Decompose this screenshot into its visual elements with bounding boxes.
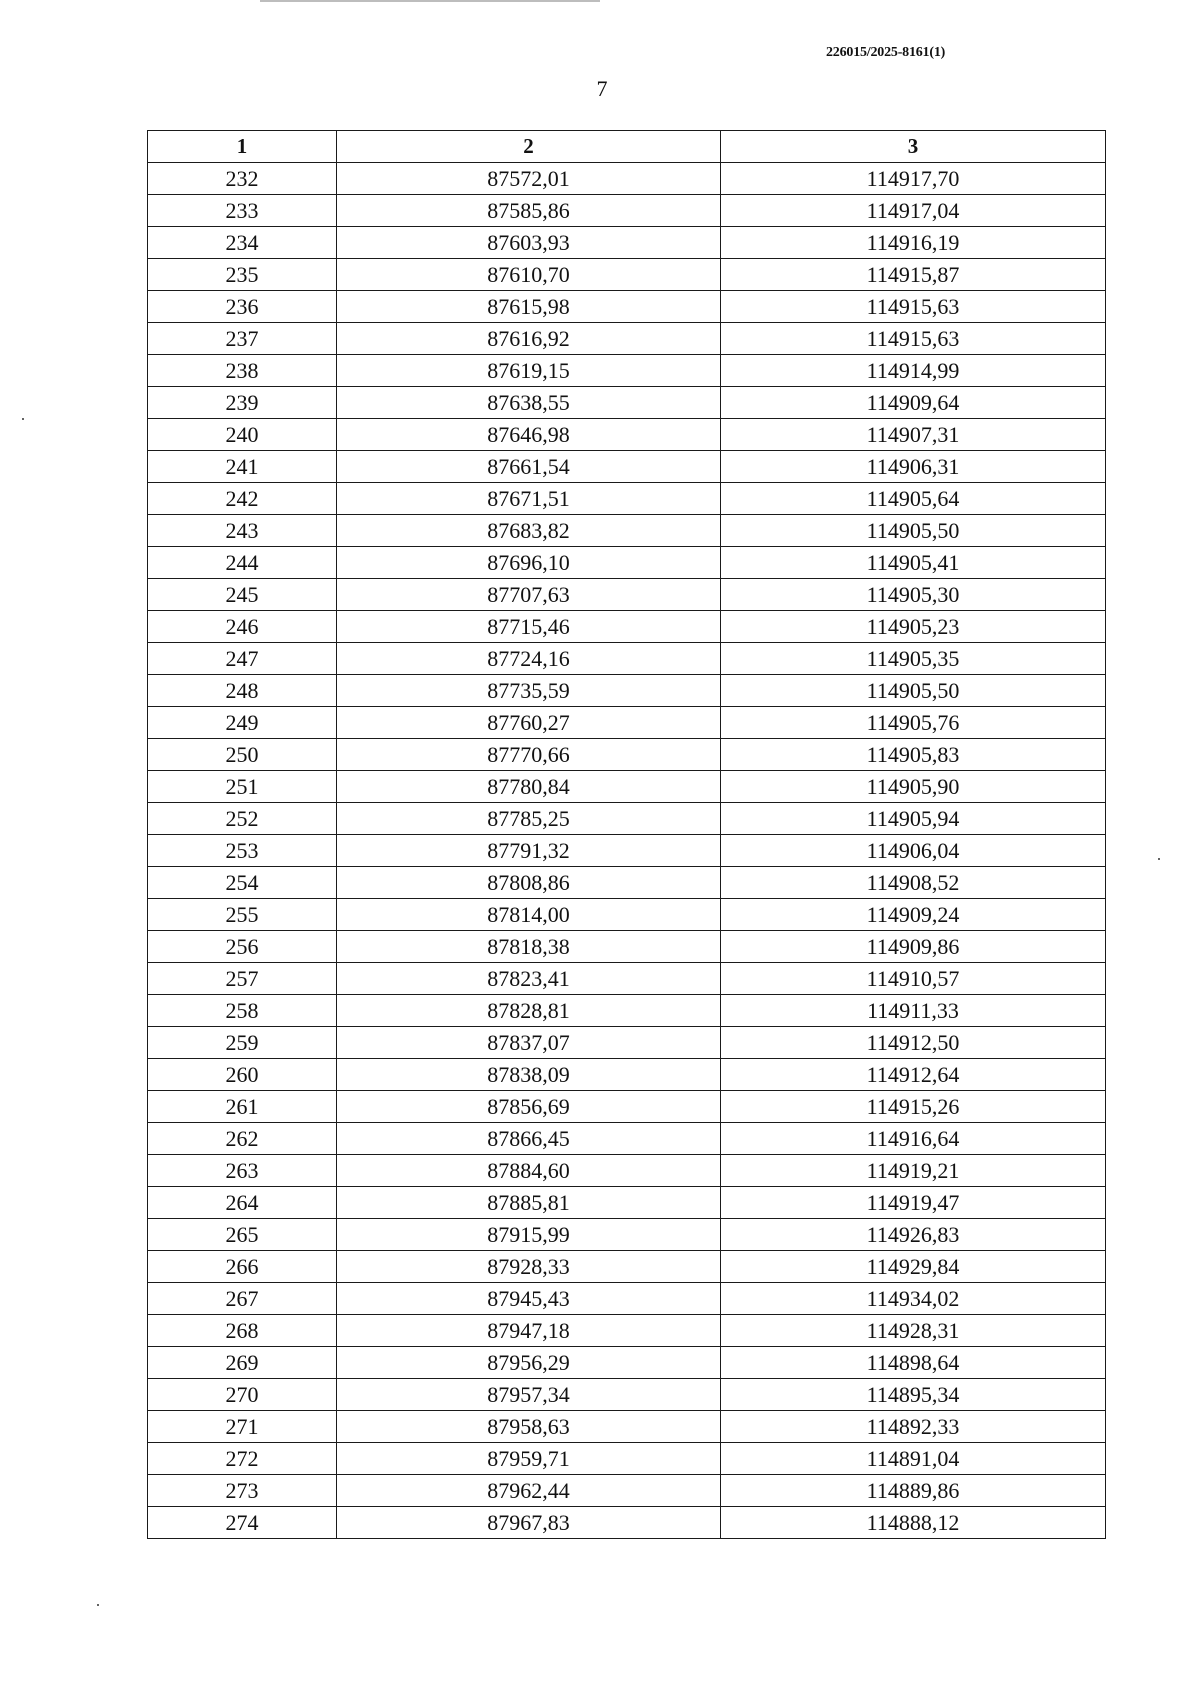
y-coordinate-cell: 114928,31 bbox=[721, 1315, 1106, 1347]
x-coordinate-cell: 87958,63 bbox=[337, 1411, 721, 1443]
point-number-cell: 243 bbox=[148, 515, 337, 547]
table-row bbox=[148, 1443, 1106, 1475]
x-coordinate-cell: 87928,33 bbox=[337, 1251, 721, 1283]
table-row bbox=[148, 675, 1106, 707]
x-coordinate-cell: 87885,81 bbox=[337, 1187, 721, 1219]
table-row bbox=[148, 387, 1106, 419]
table-row bbox=[148, 163, 1106, 195]
x-coordinate-cell: 87808,86 bbox=[337, 867, 721, 899]
table-row bbox=[148, 1475, 1106, 1507]
point-number-cell: 241 bbox=[148, 451, 337, 483]
y-coordinate-cell: 114912,64 bbox=[721, 1059, 1106, 1091]
point-number-cell: 237 bbox=[148, 323, 337, 355]
y-coordinate-cell: 114914,99 bbox=[721, 355, 1106, 387]
y-coordinate-cell: 114915,63 bbox=[721, 291, 1106, 323]
point-number-cell: 271 bbox=[148, 1411, 337, 1443]
point-number-cell: 250 bbox=[148, 739, 337, 771]
point-number-cell: 268 bbox=[148, 1315, 337, 1347]
table-row bbox=[148, 1027, 1106, 1059]
x-coordinate-cell: 87967,83 bbox=[337, 1507, 721, 1539]
x-coordinate-cell: 87823,41 bbox=[337, 963, 721, 995]
y-coordinate-cell: 114910,57 bbox=[721, 963, 1106, 995]
x-coordinate-cell: 87770,66 bbox=[337, 739, 721, 771]
table-row bbox=[148, 227, 1106, 259]
table-row bbox=[148, 515, 1106, 547]
x-coordinate-cell: 87828,81 bbox=[337, 995, 721, 1027]
point-number-cell: 238 bbox=[148, 355, 337, 387]
y-coordinate-cell: 114915,26 bbox=[721, 1091, 1106, 1123]
table-row bbox=[148, 1219, 1106, 1251]
x-coordinate-cell: 87735,59 bbox=[337, 675, 721, 707]
x-coordinate-cell: 87603,93 bbox=[337, 227, 721, 259]
point-number-cell: 259 bbox=[148, 1027, 337, 1059]
point-number-cell: 269 bbox=[148, 1347, 337, 1379]
x-coordinate-cell: 87957,34 bbox=[337, 1379, 721, 1411]
point-number-cell: 273 bbox=[148, 1475, 337, 1507]
y-coordinate-cell: 114905,90 bbox=[721, 771, 1106, 803]
x-coordinate-cell: 87616,92 bbox=[337, 323, 721, 355]
point-number-cell: 265 bbox=[148, 1219, 337, 1251]
table-row bbox=[148, 291, 1106, 323]
y-coordinate-cell: 114917,70 bbox=[721, 163, 1106, 195]
x-coordinate-cell: 87715,46 bbox=[337, 611, 721, 643]
table-row bbox=[148, 643, 1106, 675]
x-coordinate-cell: 87947,18 bbox=[337, 1315, 721, 1347]
point-number-cell: 249 bbox=[148, 707, 337, 739]
y-coordinate-cell: 114905,94 bbox=[721, 803, 1106, 835]
table-body bbox=[148, 163, 1106, 1539]
table-header bbox=[148, 131, 1106, 163]
document-reference: 226015/2025-8161(1) bbox=[826, 45, 946, 60]
y-coordinate-cell: 114915,87 bbox=[721, 259, 1106, 291]
point-number-cell: 233 bbox=[148, 195, 337, 227]
column-header-1: 1 bbox=[148, 131, 337, 163]
y-coordinate-cell: 114905,50 bbox=[721, 515, 1106, 547]
y-coordinate-cell: 114905,64 bbox=[721, 483, 1106, 515]
point-number-cell: 240 bbox=[148, 419, 337, 451]
y-coordinate-cell: 114908,52 bbox=[721, 867, 1106, 899]
point-number-cell: 256 bbox=[148, 931, 337, 963]
point-number-cell: 262 bbox=[148, 1123, 337, 1155]
point-number-cell: 246 bbox=[148, 611, 337, 643]
x-coordinate-cell: 87661,54 bbox=[337, 451, 721, 483]
point-number-cell: 257 bbox=[148, 963, 337, 995]
table-row bbox=[148, 611, 1106, 643]
y-coordinate-cell: 114919,21 bbox=[721, 1155, 1106, 1187]
point-number-cell: 264 bbox=[148, 1187, 337, 1219]
x-coordinate-cell: 87962,44 bbox=[337, 1475, 721, 1507]
scan-top-artifact bbox=[260, 0, 600, 2]
table-row bbox=[148, 1411, 1106, 1443]
y-coordinate-cell: 114934,02 bbox=[721, 1283, 1106, 1315]
y-coordinate-cell: 114895,34 bbox=[721, 1379, 1106, 1411]
column-header-3: 3 bbox=[721, 131, 1106, 163]
scan-speck bbox=[97, 1604, 99, 1606]
y-coordinate-cell: 114919,47 bbox=[721, 1187, 1106, 1219]
point-number-cell: 251 bbox=[148, 771, 337, 803]
y-coordinate-cell: 114916,64 bbox=[721, 1123, 1106, 1155]
x-coordinate-cell: 87785,25 bbox=[337, 803, 721, 835]
y-coordinate-cell: 114911,33 bbox=[721, 995, 1106, 1027]
table-row bbox=[148, 259, 1106, 291]
table-row bbox=[148, 1091, 1106, 1123]
x-coordinate-cell: 87760,27 bbox=[337, 707, 721, 739]
y-coordinate-cell: 114916,19 bbox=[721, 227, 1106, 259]
table-row bbox=[148, 1379, 1106, 1411]
table-row bbox=[148, 1251, 1106, 1283]
table-row bbox=[148, 323, 1106, 355]
x-coordinate-cell: 87585,86 bbox=[337, 195, 721, 227]
table-row bbox=[148, 579, 1106, 611]
point-number-cell: 272 bbox=[148, 1443, 337, 1475]
table-row bbox=[148, 835, 1106, 867]
x-coordinate-cell: 87724,16 bbox=[337, 643, 721, 675]
point-number-cell: 244 bbox=[148, 547, 337, 579]
table-row bbox=[148, 419, 1106, 451]
x-coordinate-cell: 87671,51 bbox=[337, 483, 721, 515]
y-coordinate-cell: 114905,76 bbox=[721, 707, 1106, 739]
table-row bbox=[148, 355, 1106, 387]
y-coordinate-cell: 114906,04 bbox=[721, 835, 1106, 867]
y-coordinate-cell: 114906,31 bbox=[721, 451, 1106, 483]
point-number-cell: 255 bbox=[148, 899, 337, 931]
point-number-cell: 267 bbox=[148, 1283, 337, 1315]
point-number-cell: 253 bbox=[148, 835, 337, 867]
point-number-cell: 260 bbox=[148, 1059, 337, 1091]
y-coordinate-cell: 114905,23 bbox=[721, 611, 1106, 643]
y-coordinate-cell: 114909,64 bbox=[721, 387, 1106, 419]
x-coordinate-cell: 87838,09 bbox=[337, 1059, 721, 1091]
point-number-cell: 239 bbox=[148, 387, 337, 419]
y-coordinate-cell: 114915,63 bbox=[721, 323, 1106, 355]
x-coordinate-cell: 87818,38 bbox=[337, 931, 721, 963]
y-coordinate-cell: 114909,24 bbox=[721, 899, 1106, 931]
scan-speck bbox=[1158, 858, 1160, 860]
table-row bbox=[148, 963, 1106, 995]
y-coordinate-cell: 114888,12 bbox=[721, 1507, 1106, 1539]
table-row bbox=[148, 1347, 1106, 1379]
y-coordinate-cell: 114907,31 bbox=[721, 419, 1106, 451]
y-coordinate-cell: 114905,41 bbox=[721, 547, 1106, 579]
x-coordinate-cell: 87791,32 bbox=[337, 835, 721, 867]
x-coordinate-cell: 87956,29 bbox=[337, 1347, 721, 1379]
table-row bbox=[148, 1155, 1106, 1187]
y-coordinate-cell: 114889,86 bbox=[721, 1475, 1106, 1507]
y-coordinate-cell: 114905,35 bbox=[721, 643, 1106, 675]
point-number-cell: 252 bbox=[148, 803, 337, 835]
x-coordinate-cell: 87837,07 bbox=[337, 1027, 721, 1059]
table-row bbox=[148, 899, 1106, 931]
table-row bbox=[148, 1187, 1106, 1219]
x-coordinate-cell: 87814,00 bbox=[337, 899, 721, 931]
point-number-cell: 236 bbox=[148, 291, 337, 323]
point-number-cell: 242 bbox=[148, 483, 337, 515]
x-coordinate-cell: 87615,98 bbox=[337, 291, 721, 323]
y-coordinate-cell: 114898,64 bbox=[721, 1347, 1106, 1379]
point-number-cell: 274 bbox=[148, 1507, 337, 1539]
table-row bbox=[148, 1123, 1106, 1155]
table-row bbox=[148, 867, 1106, 899]
table-row bbox=[148, 803, 1106, 835]
y-coordinate-cell: 114905,30 bbox=[721, 579, 1106, 611]
table-row bbox=[148, 1315, 1106, 1347]
point-number-cell: 234 bbox=[148, 227, 337, 259]
x-coordinate-cell: 87610,70 bbox=[337, 259, 721, 291]
y-coordinate-cell: 114891,04 bbox=[721, 1443, 1106, 1475]
x-coordinate-cell: 87696,10 bbox=[337, 547, 721, 579]
table-row bbox=[148, 931, 1106, 963]
y-coordinate-cell: 114917,04 bbox=[721, 195, 1106, 227]
point-number-cell: 248 bbox=[148, 675, 337, 707]
page-number: 7 bbox=[596, 76, 608, 101]
x-coordinate-cell: 87572,01 bbox=[337, 163, 721, 195]
x-coordinate-cell: 87915,99 bbox=[337, 1219, 721, 1251]
y-coordinate-cell: 114909,86 bbox=[721, 931, 1106, 963]
table-row bbox=[148, 547, 1106, 579]
scan-speck bbox=[22, 418, 24, 420]
x-coordinate-cell: 87945,43 bbox=[337, 1283, 721, 1315]
point-number-cell: 232 bbox=[148, 163, 337, 195]
x-coordinate-cell: 87884,60 bbox=[337, 1155, 721, 1187]
x-coordinate-cell: 87683,82 bbox=[337, 515, 721, 547]
y-coordinate-cell: 114926,83 bbox=[721, 1219, 1106, 1251]
x-coordinate-cell: 87856,69 bbox=[337, 1091, 721, 1123]
point-number-cell: 261 bbox=[148, 1091, 337, 1123]
y-coordinate-cell: 114905,50 bbox=[721, 675, 1106, 707]
point-number-cell: 245 bbox=[148, 579, 337, 611]
table-row bbox=[148, 1507, 1106, 1539]
point-number-cell: 254 bbox=[148, 867, 337, 899]
point-number-cell: 235 bbox=[148, 259, 337, 291]
x-coordinate-cell: 87707,63 bbox=[337, 579, 721, 611]
y-coordinate-cell: 114905,83 bbox=[721, 739, 1106, 771]
x-coordinate-cell: 87780,84 bbox=[337, 771, 721, 803]
y-coordinate-cell: 114929,84 bbox=[721, 1251, 1106, 1283]
table-row bbox=[148, 195, 1106, 227]
x-coordinate-cell: 87638,55 bbox=[337, 387, 721, 419]
x-coordinate-cell: 87959,71 bbox=[337, 1443, 721, 1475]
y-coordinate-cell: 114912,50 bbox=[721, 1027, 1106, 1059]
table-row bbox=[148, 1059, 1106, 1091]
point-number-cell: 258 bbox=[148, 995, 337, 1027]
table-row bbox=[148, 1283, 1106, 1315]
y-coordinate-cell: 114892,33 bbox=[721, 1411, 1106, 1443]
table-row bbox=[148, 707, 1106, 739]
table-row bbox=[148, 451, 1106, 483]
column-header-2: 2 bbox=[337, 131, 721, 163]
coordinates-table bbox=[147, 130, 1106, 1539]
x-coordinate-cell: 87866,45 bbox=[337, 1123, 721, 1155]
table-row bbox=[148, 483, 1106, 515]
point-number-cell: 266 bbox=[148, 1251, 337, 1283]
x-coordinate-cell: 87646,98 bbox=[337, 419, 721, 451]
point-number-cell: 247 bbox=[148, 643, 337, 675]
point-number-cell: 263 bbox=[148, 1155, 337, 1187]
table-row bbox=[148, 771, 1106, 803]
x-coordinate-cell: 87619,15 bbox=[337, 355, 721, 387]
table-row bbox=[148, 995, 1106, 1027]
point-number-cell: 270 bbox=[148, 1379, 337, 1411]
header-row bbox=[148, 131, 1106, 163]
table-row bbox=[148, 739, 1106, 771]
